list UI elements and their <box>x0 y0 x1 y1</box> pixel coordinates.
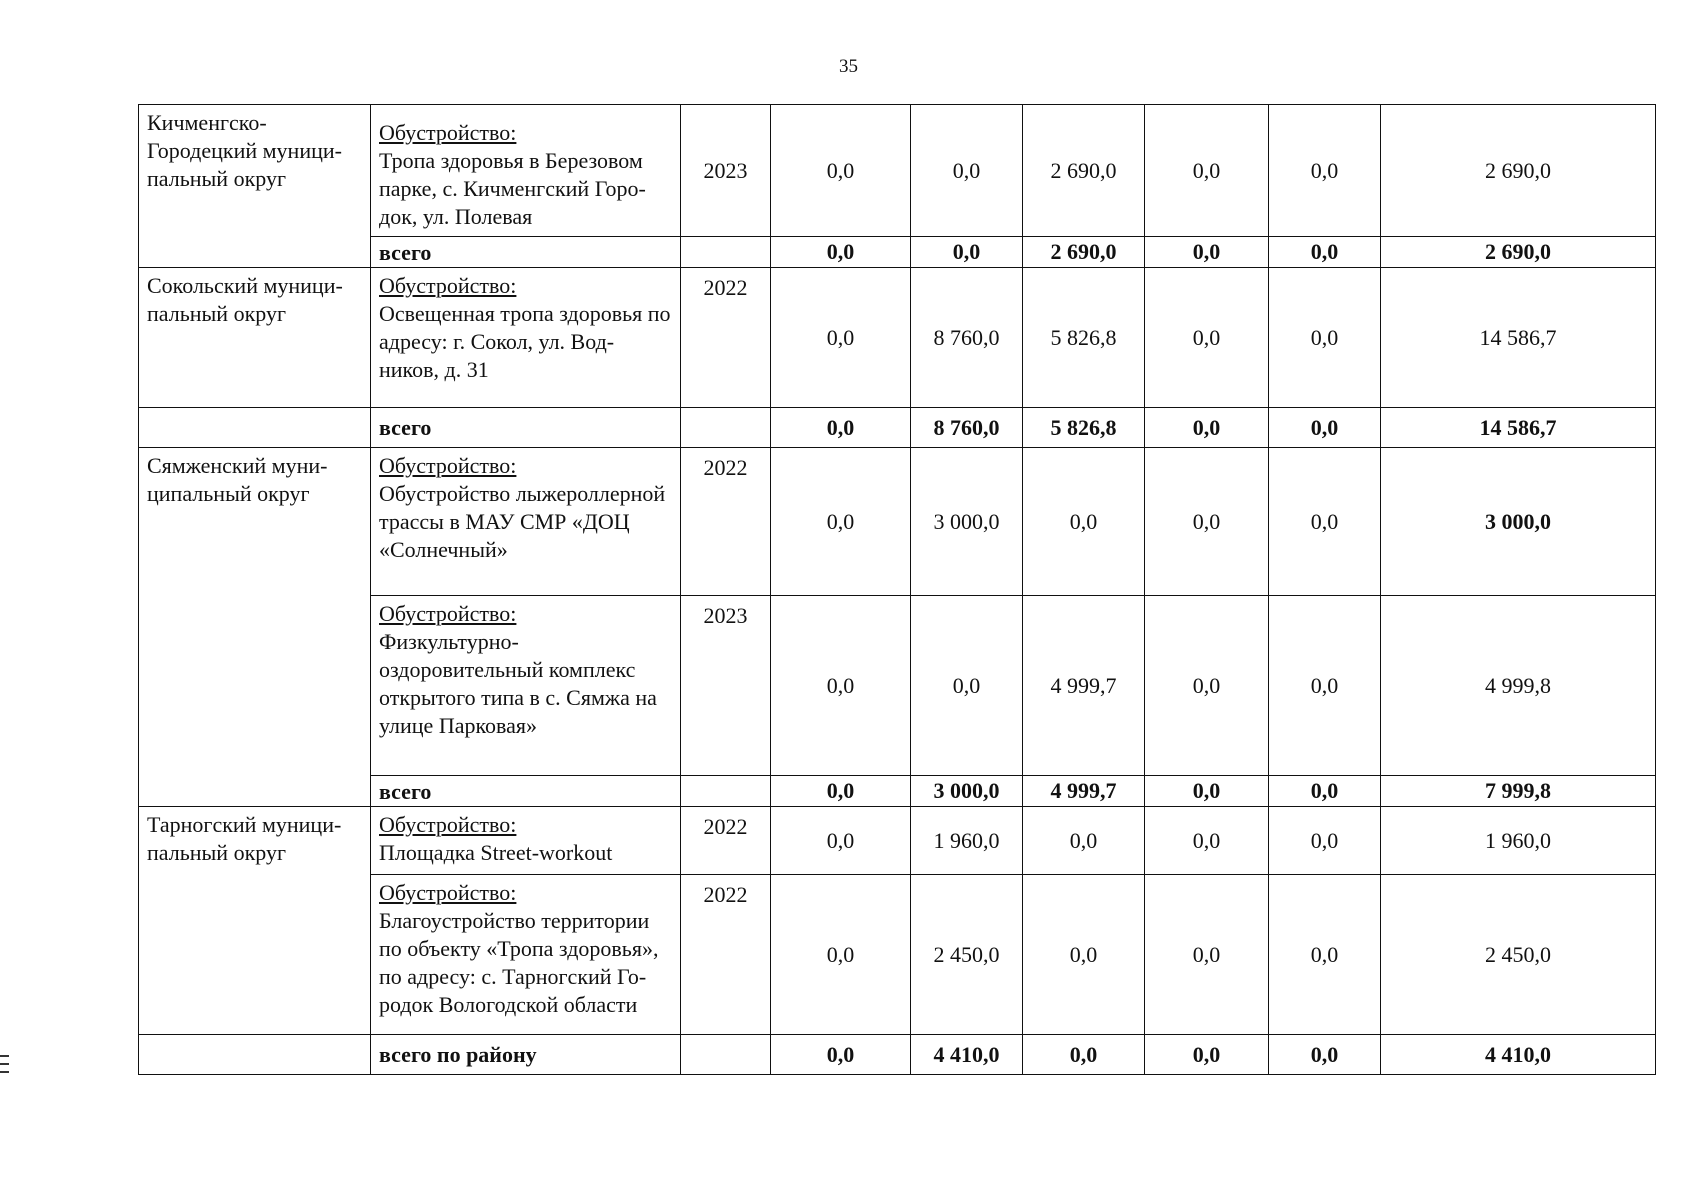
value-cell: 0,0 <box>1023 448 1145 596</box>
total-value: 0,0 <box>1023 1035 1145 1075</box>
project-name: Благоустройство территории по объекту «Тропа здоровья», по адресу: с. Тарногский Го-родок Вологодской области <box>379 908 659 1017</box>
project-cell <box>371 596 681 776</box>
table-row <box>139 448 1656 596</box>
district-cell-empty <box>139 1035 371 1075</box>
margin-marks <box>0 1055 10 1079</box>
project-cell <box>371 105 681 237</box>
project-cell <box>371 448 681 596</box>
year-cell: 2022 <box>681 448 771 596</box>
total-label: всего <box>371 237 681 268</box>
year-cell: 2022 <box>681 807 771 875</box>
total-value: 0,0 <box>771 776 911 807</box>
value-cell: 8 760,0 <box>911 268 1023 408</box>
total-label: всего по району <box>371 1035 681 1075</box>
year-cell: 2023 <box>681 105 771 237</box>
work-type-label: Обустройство: <box>379 453 517 478</box>
value-cell: 0,0 <box>1269 268 1381 408</box>
district-cell: Сямженский муни-ципальный округ <box>139 448 371 807</box>
total-label: всего <box>371 776 681 807</box>
total-value: 0,0 <box>771 408 911 448</box>
value-cell: 2 690,0 <box>1023 105 1145 237</box>
work-type-label: Обустройство: <box>379 880 517 905</box>
total-row <box>139 408 1656 448</box>
work-type-label: Обустройство: <box>379 812 517 837</box>
value-cell: 0,0 <box>771 596 911 776</box>
value-cell: 0,0 <box>771 268 911 408</box>
margin-mark <box>0 1055 9 1057</box>
total-value: 4 410,0 <box>911 1035 1023 1075</box>
total-value: 0,0 <box>1269 408 1381 448</box>
total-value: 8 760,0 <box>911 408 1023 448</box>
total-value: 0,0 <box>771 1035 911 1075</box>
total-value: 14 586,7 <box>1381 408 1656 448</box>
total-value: 0,0 <box>1269 1035 1381 1075</box>
value-cell: 1 960,0 <box>1381 807 1656 875</box>
value-cell: 0,0 <box>1023 875 1145 1035</box>
value-cell: 0,0 <box>911 105 1023 237</box>
value-cell: 0,0 <box>911 596 1023 776</box>
total-value: 0,0 <box>1145 408 1269 448</box>
total-value: 0,0 <box>771 237 911 268</box>
value-cell: 0,0 <box>1269 448 1381 596</box>
value-cell: 4 999,8 <box>1381 596 1656 776</box>
value-cell: 0,0 <box>1269 875 1381 1035</box>
value-cell: 0,0 <box>1145 448 1269 596</box>
total-value: 4 410,0 <box>1381 1035 1656 1075</box>
value-cell: 14 586,7 <box>1381 268 1656 408</box>
value-cell: 3 000,0 <box>1381 448 1656 596</box>
value-cell: 5 826,8 <box>1023 268 1145 408</box>
margin-mark <box>0 1071 9 1073</box>
year-cell: 2022 <box>681 875 771 1035</box>
work-type-label: Обустройство: <box>379 601 517 626</box>
value-cell: 0,0 <box>771 807 911 875</box>
budget-table <box>138 104 1656 1075</box>
total-value: 5 826,8 <box>1023 408 1145 448</box>
value-cell: 0,0 <box>771 448 911 596</box>
district-cell: Сокольский муници-пальный округ <box>139 268 371 408</box>
year-cell: 2022 <box>681 268 771 408</box>
value-cell: 0,0 <box>1269 105 1381 237</box>
value-cell: 2 450,0 <box>1381 875 1656 1035</box>
total-value: 0,0 <box>1145 776 1269 807</box>
project-name: Физкультурно-оздоровительный комплекс открытого типа в с. Сямжа на улице Парковая» <box>379 629 657 738</box>
page-number: 35 <box>839 56 858 77</box>
work-type-label: Обустройство: <box>379 273 517 298</box>
total-value: 2 690,0 <box>1381 237 1656 268</box>
value-cell: 1 960,0 <box>911 807 1023 875</box>
year-cell-empty <box>681 1035 771 1075</box>
project-name: Тропа здоровья в Березовом парке, с. Кичменгский Горо-док, ул. Полевая <box>379 148 646 229</box>
value-cell: 0,0 <box>771 875 911 1035</box>
total-value: 0,0 <box>911 237 1023 268</box>
year-cell-empty <box>681 237 771 268</box>
margin-mark <box>0 1063 9 1065</box>
project-name: Площадка Street-workout <box>379 840 613 865</box>
work-type-label: Обустройство: <box>379 120 517 145</box>
total-label: всего <box>371 408 681 448</box>
value-cell: 2 450,0 <box>911 875 1023 1035</box>
value-cell: 0,0 <box>1145 875 1269 1035</box>
year-cell: 2023 <box>681 596 771 776</box>
total-value: 7 999,8 <box>1381 776 1656 807</box>
value-cell: 2 690,0 <box>1381 105 1656 237</box>
value-cell: 4 999,7 <box>1023 596 1145 776</box>
total-value: 0,0 <box>1269 776 1381 807</box>
value-cell: 0,0 <box>1269 596 1381 776</box>
project-cell <box>371 268 681 408</box>
value-cell: 0,0 <box>1023 807 1145 875</box>
value-cell: 0,0 <box>1269 807 1381 875</box>
project-cell <box>371 875 681 1035</box>
district-cell: Тарногский муници-пальный округ <box>139 807 371 1035</box>
district-cell: Кичменгско-Городецкий муници-пальный округ <box>139 105 371 268</box>
total-value: 4 999,7 <box>1023 776 1145 807</box>
table-row <box>139 105 1656 237</box>
total-value: 3 000,0 <box>911 776 1023 807</box>
value-cell: 0,0 <box>1145 105 1269 237</box>
total-value: 2 690,0 <box>1023 237 1145 268</box>
total-row <box>139 1035 1656 1075</box>
table-row <box>139 268 1656 408</box>
table-row <box>139 807 1656 875</box>
project-name: Освещенная тропа здоровья по адресу: г. Сокол, ул. Вод-ников, д. 31 <box>379 301 671 382</box>
district-cell-empty <box>139 408 371 448</box>
total-value: 0,0 <box>1145 1035 1269 1075</box>
project-name: Обустройство лыжероллерной трассы в МАУ СМР «ДОЦ «Солнечный» <box>379 481 666 562</box>
project-cell <box>371 807 681 875</box>
year-cell-empty <box>681 408 771 448</box>
value-cell: 0,0 <box>1145 268 1269 408</box>
value-cell: 3 000,0 <box>911 448 1023 596</box>
total-value: 0,0 <box>1145 237 1269 268</box>
value-cell: 0,0 <box>771 105 911 237</box>
year-cell-empty <box>681 776 771 807</box>
value-cell: 0,0 <box>1145 596 1269 776</box>
value-cell: 0,0 <box>1145 807 1269 875</box>
total-value: 0,0 <box>1269 237 1381 268</box>
